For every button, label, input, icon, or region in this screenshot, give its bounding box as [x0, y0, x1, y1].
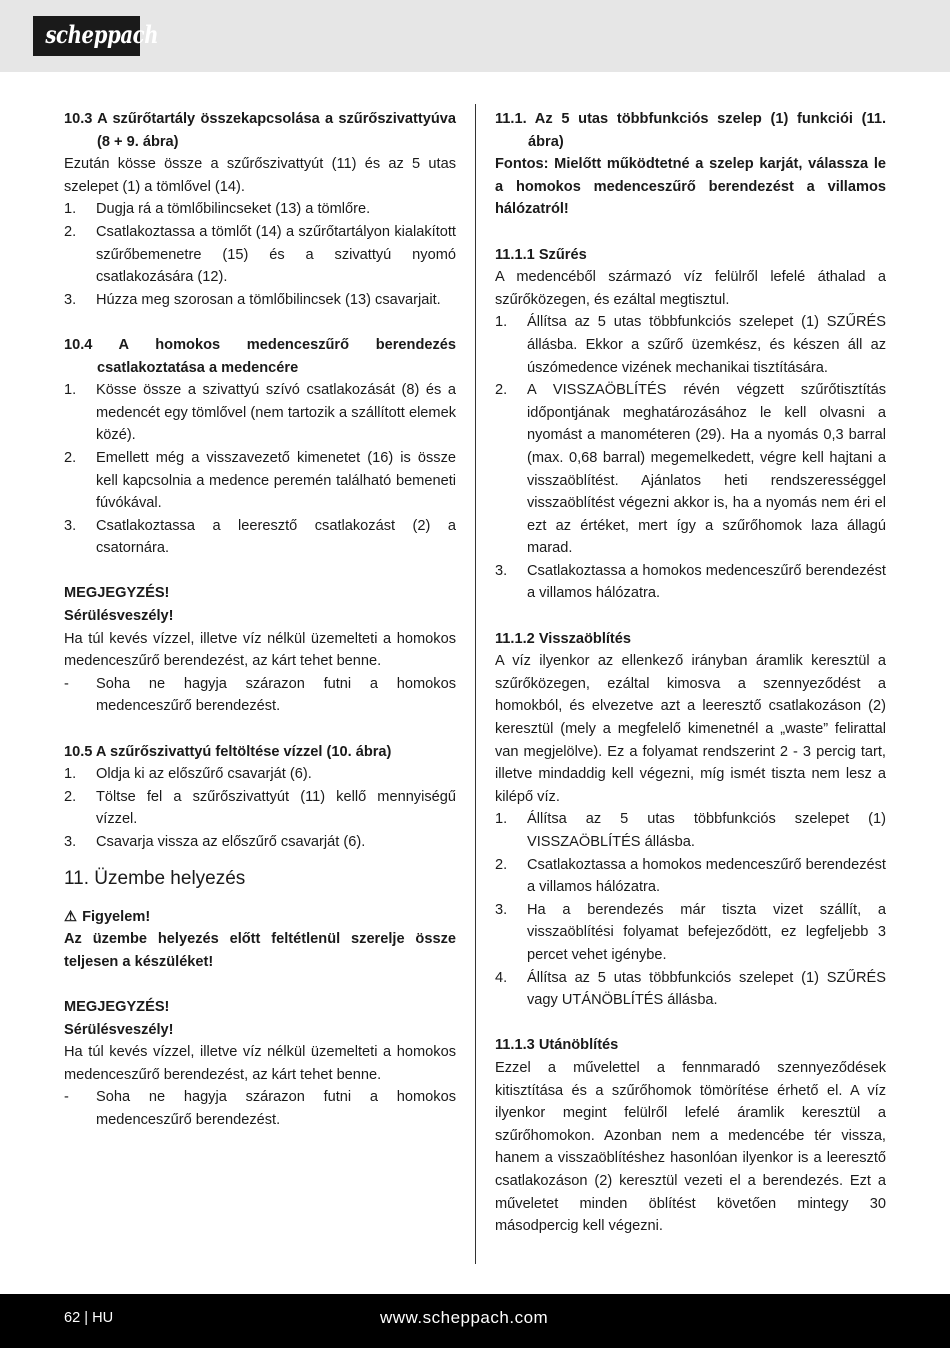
- warning-icon: ⚠: [64, 908, 78, 925]
- list-item: 2. Csatlakoztassa a tömlőt (14) a szűrőtartályon kialakított szűrőbemenetre (15) és a szivattyú nyomó csatlakozására (12).: [64, 223, 456, 286]
- section-10-3-intro: Ezután kösse össze a szűrőszivattyút (11) és az 5 utas szelepet (1) a tömlővel (14).: [64, 156, 456, 195]
- list-item: 3. Csatlakoztassa a leeresztő csatlakozást (2) a csatornára.: [64, 517, 456, 557]
- section-10-5-title: 10.5 A szűrőszivattyú feltöltése vízzel (10. ábra): [64, 743, 392, 760]
- list-item: 1. Dugja rá a tömlőbilincseket (13) a tömlőre.: [64, 201, 371, 218]
- list-item: 1. Állítsa az 5 utas többfunkciós szelepet (1) VISSZAÖBLÍTÉS állásba.: [495, 811, 886, 850]
- note-title: MEGJEGYZÉS!: [64, 585, 170, 602]
- warning-text: Az üzembe helyezés előtt feltétlenül szerelje össze teljesen a készüléket!: [64, 931, 456, 970]
- list-item: 2. Csatlakoztassa a homokos medenceszűrő berendezést a villamos hálózatra.: [495, 856, 886, 896]
- left-column: [64, 108, 456, 1132]
- note-subtitle: Sérülésveszély!: [64, 608, 174, 625]
- list-item: 3. Csavarja vissza az előszűrő csavarját (6).: [64, 834, 366, 850]
- section-11-1-2-title: 11.1.2 Visszaöblítés: [495, 630, 632, 647]
- section-11-1-1-title: 11.1.1 Szűrés: [495, 246, 587, 263]
- page-footer: [0, 1294, 950, 1348]
- note-title: MEGJEGYZÉS!: [64, 998, 170, 1015]
- right-column: [495, 108, 886, 1238]
- section-10-3-title: 10.3 A szűrőtartály összekapcsolása a szűrőszivattyúva (8 + 9. ábra): [64, 111, 457, 150]
- section-11-1-warning: Fontos: Mielőtt működtetné a szelep karját, válassza le a homokos medenceszűrő berendezést a villamos hálózatról!: [495, 156, 886, 218]
- note-text: Ha túl kevés vízzel, illetve víz nélkül üzemelteti a homokos medenceszűrő berendezést, az kárt tehet benne.: [64, 1044, 456, 1083]
- section-11-1-3-title: 11.1.3 Utánöblítés: [495, 1037, 619, 1054]
- list-item: - Soha ne hagyja szárazon futni a homokos medenceszűrő berendezést.: [64, 1089, 456, 1128]
- section-11-1-1-intro: A medencéből származó víz felülről lefelé áthalad a szűrőközegen, és ezáltal megtisztul.: [495, 269, 886, 308]
- note-subtitle: Sérülésveszély!: [64, 1021, 174, 1038]
- brand-logo: scheppach: [33, 16, 140, 56]
- website-link[interactable]: www.scheppach.com: [380, 1308, 549, 1327]
- section-11-1-title: 11.1. Az 5 utas többfunkciós szelep (1) funkciói (11. ábra): [495, 111, 886, 150]
- list-item: 2. A VISSZAÖBLÍTÉS révén végzett szűrőtisztítás időpontjának meghatározásához le kell olvasni a nyomást a manométeren (29). Ha a nyomás 0,3 barral (max. 0,68 barral) megemelkedett, végre kell hajtani a visszaöblítést. Ajánlatos heti rendszerességgel visszaöblítést végezni akkor is, ha a nyomás nem éri el ezt az értéket, mert így a szűrőhomok laza állagú marad.: [495, 382, 886, 557]
- list-item: 2. Töltse fel a szűrőszivattyút (11) kellő mennyiségű vízzel.: [64, 788, 456, 828]
- section-11-1-2-intro: A víz ilyenkor az ellenkező irányban áramlik keresztül a szűrőközegen, ezáltal kimosva a szennyeződést a homokból, és elvezetve azt a leeresztő csatlakozáson (2) keresztül (mely a megfelelő kimenetnél a „waste” felirattal van megjelölve). Ez a folyamat rendszerint 2 - 3 percig tart, illetve mindaddig kell végezni, míg ismét tiszta nem lesz a kilépő víz.: [495, 653, 886, 805]
- section-11-title: 11. Üzembe helyezés: [64, 867, 246, 889]
- note-text: Ha túl kevés vízzel, illetve víz nélkül üzemelteti a homokos medenceszűrő berendezést, az kárt tehet benne.: [64, 630, 456, 670]
- page-header: [0, 0, 950, 72]
- list-item: - Soha ne hagyja szárazon futni a homokos medenceszűrő berendezést.: [64, 675, 456, 715]
- list-item: 3. Húzza meg szorosan a tömlőbilincsek (13) csavarjait.: [64, 291, 441, 308]
- warning-heading: ⚠ Figyelem!: [64, 906, 456, 929]
- list-item: 3. Ha a berendezés már tiszta vizet szállít, a visszaöblítési folyamat befejeződött, ez legfeljebb 3 percet vehet igénybe.: [495, 901, 886, 963]
- list-item: 1. Oldja ki az előszűrő csavarját (6).: [64, 766, 312, 783]
- column-divider: [475, 104, 476, 1264]
- list-item: 3. Csatlakoztassa a homokos medenceszűrő berendezést a villamos hálózatra.: [495, 562, 886, 602]
- list-item: 2. Emellett még a visszavezető kimenetet (16) is össze kell kapcsolnia a medence peremén található bemeneti fúvókával.: [64, 449, 456, 512]
- list-item: 1. Kösse össze a szivattyú szívó csatlakozását (8) és a medencét egy tömlővel (nem tartozik a szállított elemek közé).: [64, 382, 456, 444]
- section-11-1-3-text: Ezzel a művelettel a fennmaradó szennyeződések kitisztítása és a szűrőhomok tömörítése érhető el. A víz ilyenkor megint felülről lefelé áramlik keresztül a szűrőhomokon. Azonban nem a medencébe tér vissza, hanem a visszaöblítéshez hasonlóan ilyenkor is a leeresztő csatlakozáson (2) keresztül vezeti el a berendezés. Ezt a műveletet minden öblítést követően mintegy 30 másodpercig kell végezni.: [495, 1059, 886, 1235]
- page-number: 62 | HU: [64, 1310, 114, 1326]
- list-item: 1. Állítsa az 5 utas többfunkciós szelepet (1) SZŰRÉS állásba. Ekkor a szűrő üzemkész, és készen áll az úszómedence vizének mechanikai tisztítására.: [495, 314, 886, 376]
- list-item: 4. Állítsa az 5 utas többfunkciós szelepet (1) SZŰRÉS vagy UTÁNÖBLÍTÉS állásba.: [495, 969, 886, 1009]
- section-10-4-title: 10.4 A homokos medenceszűrő berendezés csatlakoztatása a medencére: [64, 336, 456, 376]
